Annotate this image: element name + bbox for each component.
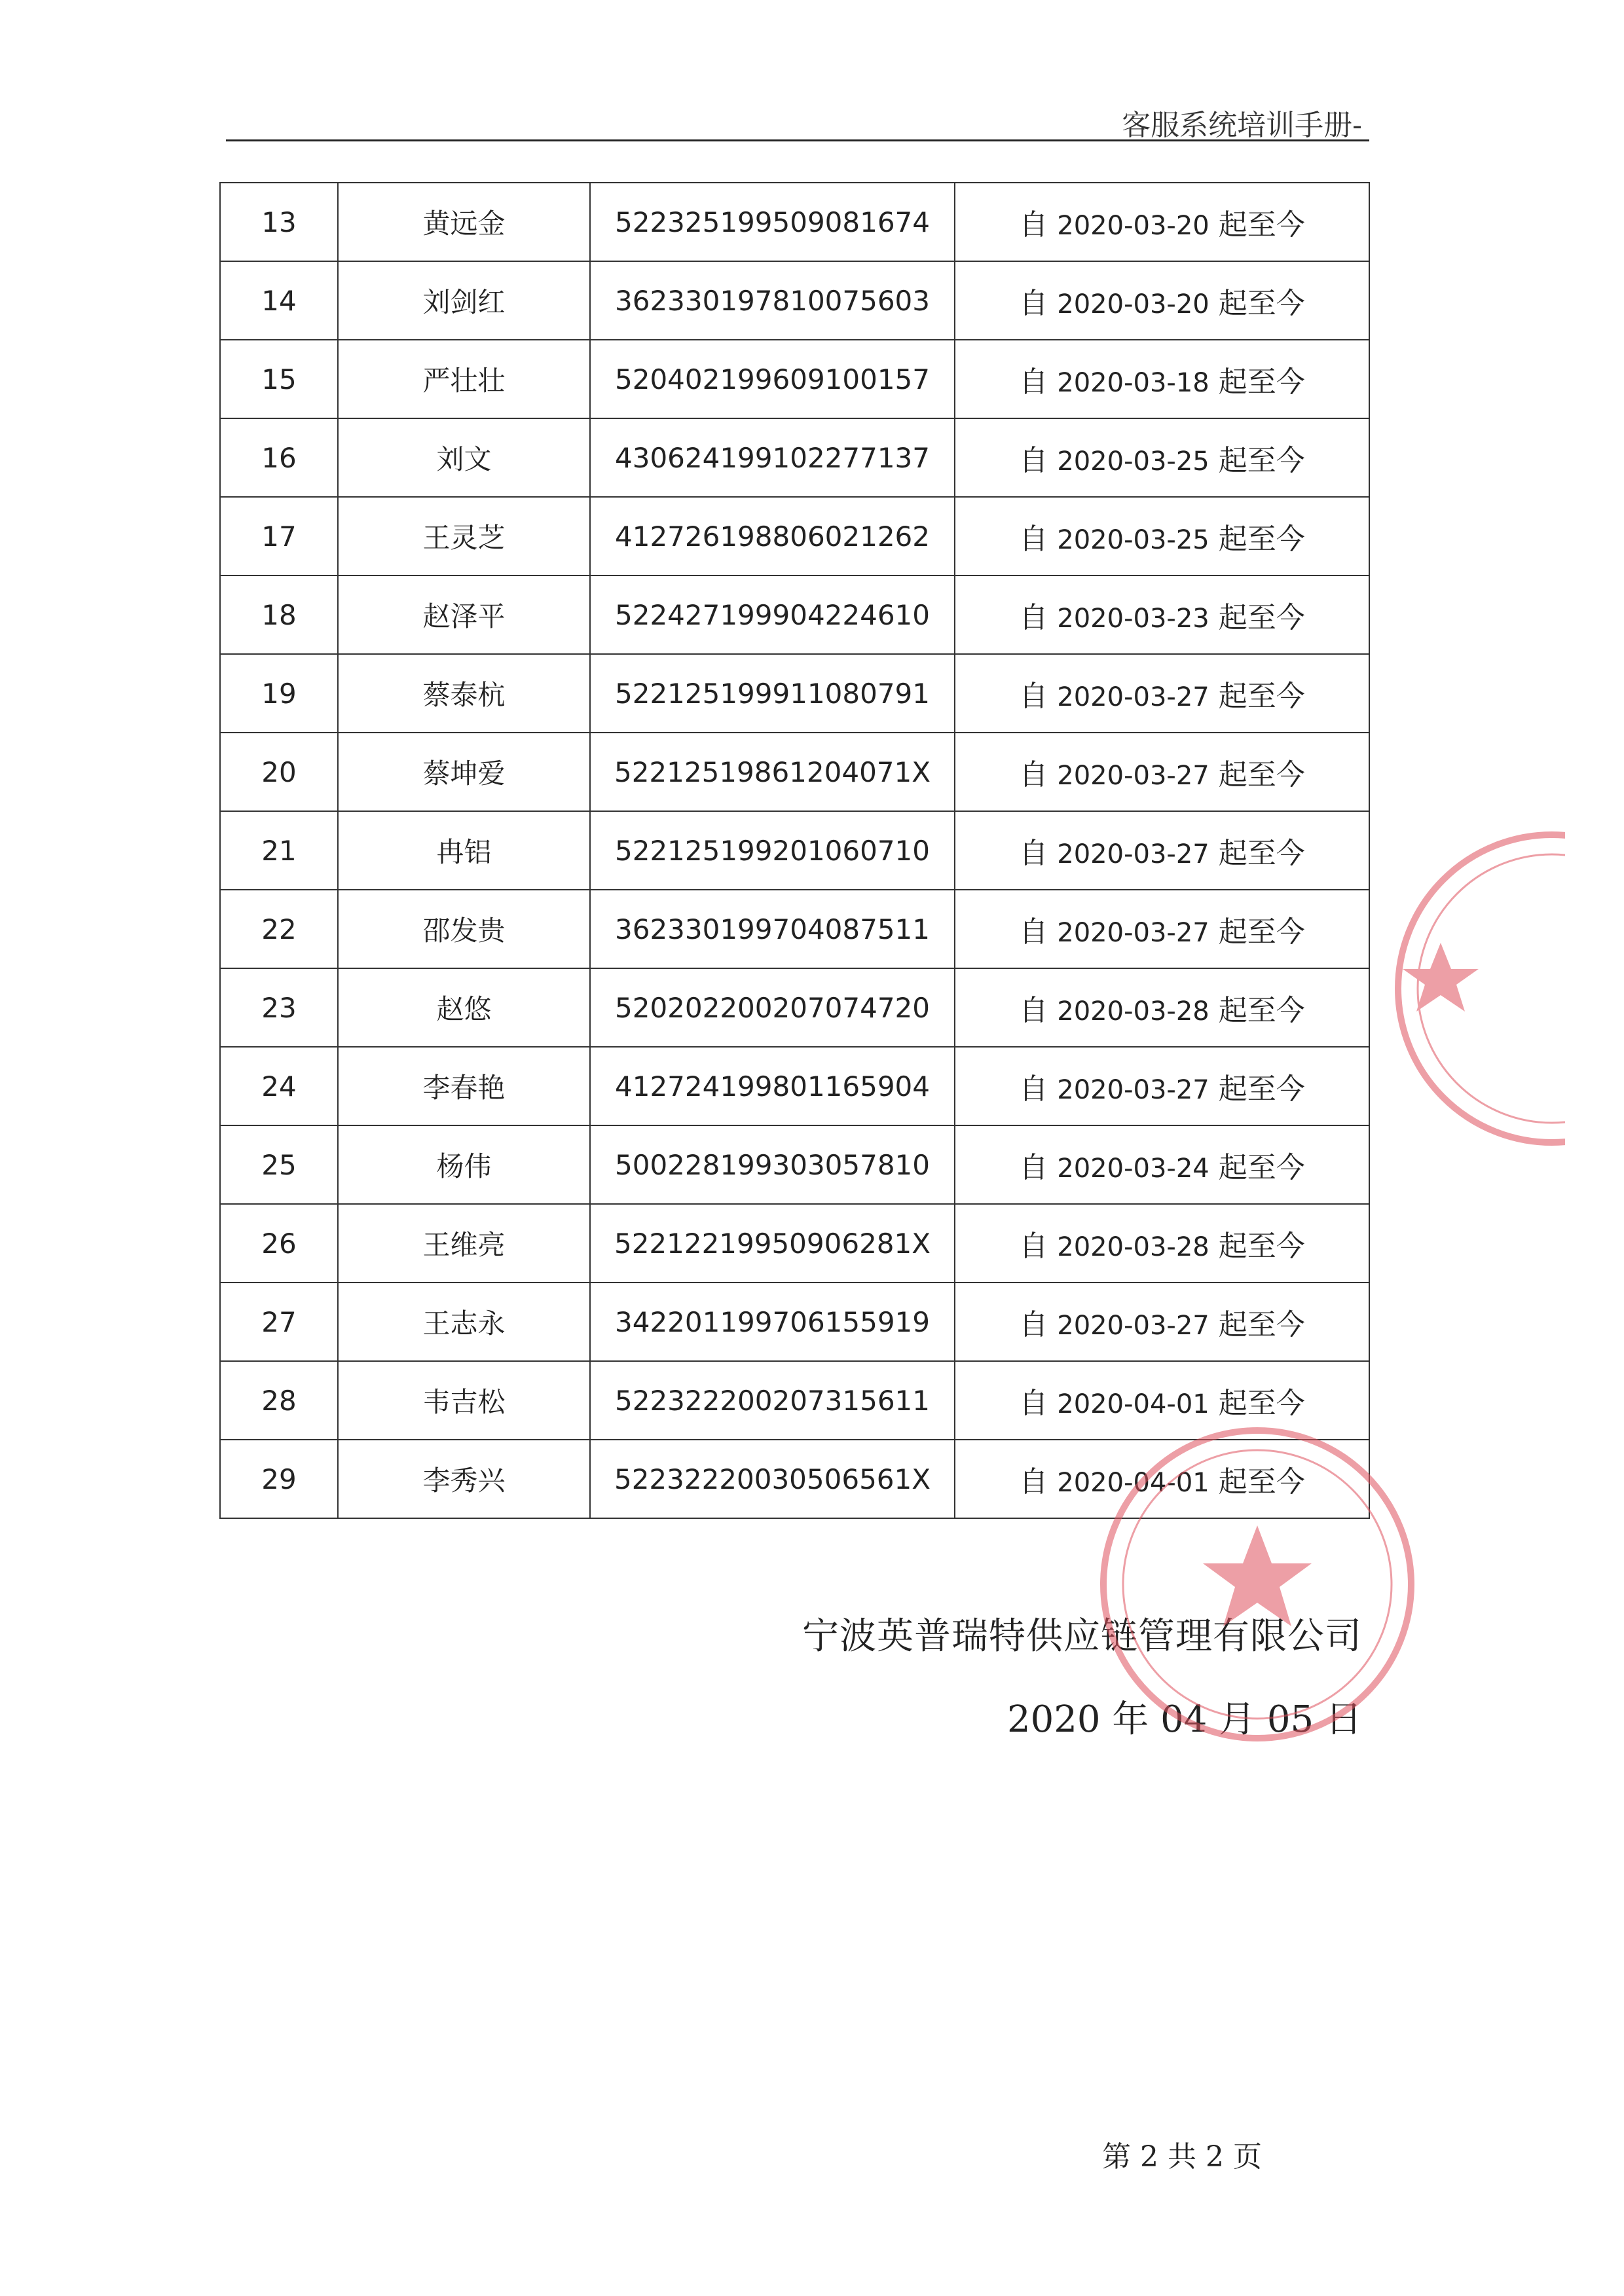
company-seal <box>1087 1414 1428 1755</box>
row-number: 23 <box>220 968 338 1047</box>
table-row <box>220 1125 1369 1204</box>
start-date: 2020-03-27 <box>1057 682 1209 712</box>
start-date: 2020-03-20 <box>1057 211 1209 241</box>
roster-table <box>219 182 1370 1519</box>
table-row <box>220 418 1369 497</box>
id-number: 522427199904224610 <box>590 575 955 654</box>
id-number: 522325199509081674 <box>590 183 955 261</box>
date-suffix: 起至今 <box>1218 1072 1305 1106</box>
date-prefix: 自 <box>1019 1308 1048 1341</box>
date-prefix: 自 <box>1019 994 1048 1027</box>
table-row <box>220 1204 1369 1283</box>
row-number: 28 <box>220 1361 338 1440</box>
date-prefix: 自 <box>1019 758 1048 792</box>
employee-name: 蔡坤爱 <box>338 733 590 811</box>
start-date: 2020-03-18 <box>1057 368 1209 398</box>
row-number: 15 <box>220 340 338 418</box>
insurance-period <box>955 1204 1369 1283</box>
date-suffix: 起至今 <box>1218 1308 1305 1341</box>
table-row <box>220 183 1369 261</box>
date-suffix: 起至今 <box>1218 1387 1305 1420</box>
row-number: 14 <box>220 261 338 340</box>
date-prefix: 自 <box>1019 1151 1048 1184</box>
roster-body <box>220 183 1369 1518</box>
date-suffix: 起至今 <box>1218 1465 1305 1499</box>
date-suffix: 起至今 <box>1218 1151 1305 1184</box>
employee-name: 王志永 <box>338 1283 590 1361</box>
start-date: 2020-03-23 <box>1057 604 1209 634</box>
employee-name: 邵发贵 <box>338 890 590 968</box>
insurance-period <box>955 1125 1369 1204</box>
employee-name: 王维亮 <box>338 1204 590 1283</box>
date-suffix: 起至今 <box>1218 680 1305 713</box>
insurance-period <box>955 418 1369 497</box>
page-number: 第 2 共 2 页 <box>1102 2140 1262 2174</box>
id-number: 52232220030506561X <box>590 1440 955 1518</box>
id-number: 500228199303057810 <box>590 1125 955 1204</box>
table-row <box>220 1283 1369 1361</box>
date-prefix: 自 <box>1019 287 1048 320</box>
header-rule <box>226 139 1369 141</box>
date-prefix: 自 <box>1019 915 1048 949</box>
date-suffix: 起至今 <box>1218 1230 1305 1263</box>
date-prefix: 自 <box>1019 522 1048 556</box>
start-date: 2020-03-25 <box>1057 525 1209 555</box>
start-date: 2020-04-01 <box>1057 1468 1209 1498</box>
row-number: 17 <box>220 497 338 575</box>
employee-name: 王灵芝 <box>338 497 590 575</box>
date-suffix: 起至今 <box>1218 287 1305 320</box>
start-date: 2020-03-24 <box>1057 1154 1209 1184</box>
id-number: 522322200207315611 <box>590 1361 955 1440</box>
employee-name: 严壮壮 <box>338 340 590 418</box>
date-prefix: 自 <box>1019 1387 1048 1420</box>
table-row <box>220 497 1369 575</box>
table-row <box>220 968 1369 1047</box>
insurance-period <box>955 811 1369 890</box>
start-date: 2020-03-27 <box>1057 1075 1209 1105</box>
insurance-period <box>955 1047 1369 1125</box>
date-suffix: 起至今 <box>1218 758 1305 792</box>
start-date: 2020-03-27 <box>1057 839 1209 869</box>
insurance-period <box>955 654 1369 733</box>
seal-star-icon <box>1403 943 1479 1011</box>
seal-ring-icon <box>1398 835 1565 1142</box>
employee-name: 韦吉松 <box>338 1361 590 1440</box>
id-number: 52212219950906281X <box>590 1204 955 1283</box>
table-row <box>220 575 1369 654</box>
row-number: 26 <box>220 1204 338 1283</box>
insurance-period <box>955 733 1369 811</box>
employee-name: 黄远金 <box>338 183 590 261</box>
insurance-period <box>955 890 1369 968</box>
insurance-period <box>955 575 1369 654</box>
table-row <box>220 340 1369 418</box>
id-number: 52212519861204071X <box>590 733 955 811</box>
date-suffix: 起至今 <box>1218 601 1305 634</box>
insurance-period <box>955 261 1369 340</box>
id-number: 430624199102277137 <box>590 418 955 497</box>
date-prefix: 自 <box>1019 680 1048 713</box>
date-suffix: 起至今 <box>1218 365 1305 399</box>
row-number: 18 <box>220 575 338 654</box>
employee-name: 赵泽平 <box>338 575 590 654</box>
id-number: 362330199704087511 <box>590 890 955 968</box>
insurance-period <box>955 340 1369 418</box>
employee-name: 刘文 <box>338 418 590 497</box>
row-number: 21 <box>220 811 338 890</box>
row-number: 29 <box>220 1440 338 1518</box>
date-suffix: 起至今 <box>1218 994 1305 1027</box>
employee-name: 赵悠 <box>338 968 590 1047</box>
id-number: 522125199201060710 <box>590 811 955 890</box>
start-date: 2020-03-20 <box>1057 289 1209 319</box>
insurance-period <box>955 183 1369 261</box>
employee-name: 李春艳 <box>338 1047 590 1125</box>
employee-name: 杨伟 <box>338 1125 590 1204</box>
employee-name: 李秀兴 <box>338 1440 590 1518</box>
date-suffix: 起至今 <box>1218 915 1305 949</box>
date-suffix: 起至今 <box>1218 522 1305 556</box>
insurance-period <box>955 497 1369 575</box>
date-prefix: 自 <box>1019 444 1048 477</box>
row-number: 24 <box>220 1047 338 1125</box>
date-prefix: 自 <box>1019 365 1048 399</box>
row-number: 20 <box>220 733 338 811</box>
row-number: 25 <box>220 1125 338 1204</box>
start-date: 2020-04-01 <box>1057 1389 1209 1419</box>
start-date: 2020-03-27 <box>1057 761 1209 791</box>
date-suffix: 起至今 <box>1218 837 1305 870</box>
table-row <box>220 261 1369 340</box>
table-row <box>220 733 1369 811</box>
date-prefix: 自 <box>1019 1072 1048 1106</box>
table-row <box>220 890 1369 968</box>
start-date: 2020-03-27 <box>1057 1311 1209 1341</box>
signature-date: 2020 年 04 月 05 日 <box>1006 1698 1362 1741</box>
date-prefix: 自 <box>1019 601 1048 634</box>
id-number: 522125199911080791 <box>590 654 955 733</box>
table-row <box>220 654 1369 733</box>
seal-center-star-icon <box>1203 1525 1312 1626</box>
employee-name: 刘剑红 <box>338 261 590 340</box>
employee-name: 蔡泰杭 <box>338 654 590 733</box>
row-number: 19 <box>220 654 338 733</box>
id-number: 362330197810075603 <box>590 261 955 340</box>
table-row <box>220 1047 1369 1125</box>
row-number: 22 <box>220 890 338 968</box>
insurance-period <box>955 968 1369 1047</box>
start-date: 2020-03-28 <box>1057 996 1209 1027</box>
start-date: 2020-03-28 <box>1057 1232 1209 1262</box>
header-title: 客服系统培训手册- <box>1122 109 1362 142</box>
id-number: 342201199706155919 <box>590 1283 955 1361</box>
row-number: 27 <box>220 1283 338 1361</box>
table-row <box>220 811 1369 890</box>
start-date: 2020-03-25 <box>1057 446 1209 477</box>
company-seal-partial <box>1369 812 1565 1165</box>
id-number: 412724199801165904 <box>590 1047 955 1125</box>
company-name: 宁波英普瑞特供应链管理有限公司 <box>802 1615 1362 1658</box>
date-prefix: 自 <box>1019 208 1048 242</box>
insurance-period <box>955 1283 1369 1361</box>
row-number: 16 <box>220 418 338 497</box>
start-date: 2020-03-27 <box>1057 918 1209 948</box>
date-prefix: 自 <box>1019 1465 1048 1499</box>
id-number: 412726198806021262 <box>590 497 955 575</box>
row-number: 13 <box>220 183 338 261</box>
id-number: 520202200207074720 <box>590 968 955 1047</box>
employee-name: 冉铝 <box>338 811 590 890</box>
date-suffix: 起至今 <box>1218 444 1305 477</box>
id-number: 520402199609100157 <box>590 340 955 418</box>
date-prefix: 自 <box>1019 1230 1048 1263</box>
date-suffix: 起至今 <box>1218 208 1305 242</box>
date-prefix: 自 <box>1019 837 1048 870</box>
